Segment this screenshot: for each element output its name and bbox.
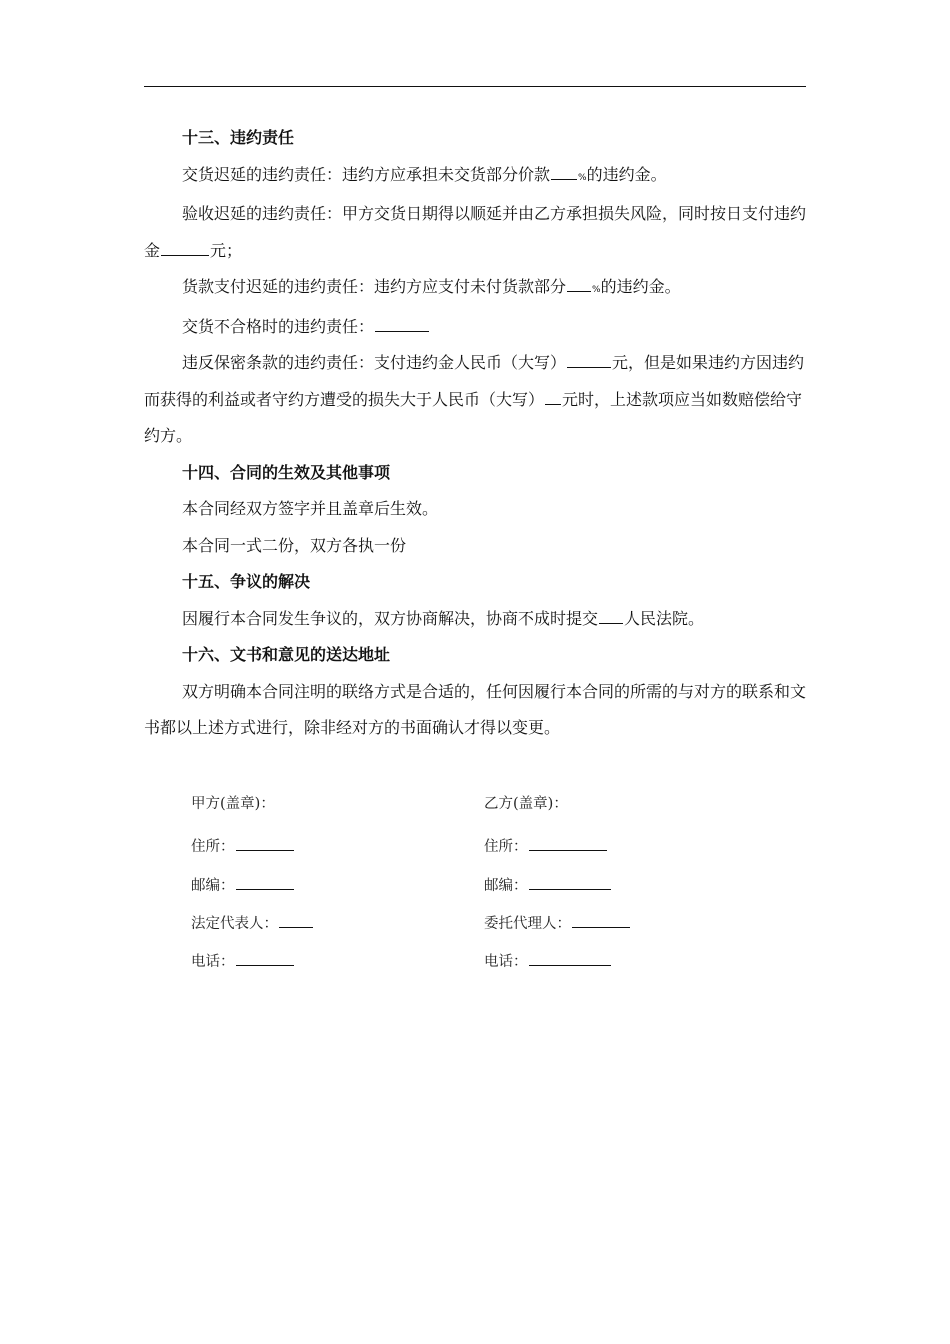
blank-field[interactable] xyxy=(567,291,591,292)
blank-field[interactable] xyxy=(236,965,294,966)
party-a-postcode: 邮编： xyxy=(191,874,295,895)
clause-confidentiality: 违反保密条款的违约责任：支付违约金人民币（大写） 元，但是如果违约方因违约而获得的利益或者守约方遭受的损失大于人民币（大写） 元时，上述款项应当如数赔偿给守约方。 xyxy=(144,353,805,445)
section-15-title: 十五、争议的解决 xyxy=(182,572,311,591)
clause-nonconforming: 交货不合格时的违约责任： xyxy=(144,309,806,346)
blank-field[interactable] xyxy=(572,927,630,928)
blank-field[interactable] xyxy=(567,367,611,368)
party-b-address: 住所： xyxy=(484,835,608,856)
blank-field[interactable] xyxy=(375,331,429,332)
party-b-seal: 乙方(盖章)： xyxy=(484,796,568,812)
clause-dispute: 因履行本合同发生争议的，双方协商解决，协商不成时提交 人民法院。 xyxy=(182,608,705,628)
party-b-agent: 委托代理人： xyxy=(484,912,631,933)
blank-field[interactable] xyxy=(529,850,607,851)
section-16-title: 十六、文书和意见的送达地址 xyxy=(182,645,391,664)
party-a-seal: 甲方(盖章)： xyxy=(191,796,275,812)
party-a-rep: 法定代表人： xyxy=(191,912,314,933)
contract-body xyxy=(144,120,806,747)
header-rule xyxy=(144,86,806,87)
blank-field[interactable] xyxy=(236,889,294,890)
blank-field[interactable] xyxy=(236,850,294,851)
blank-field[interactable] xyxy=(279,927,313,928)
party-b-phone: 电话： xyxy=(484,950,612,971)
clause-effective: 本合同经双方签字并且盖章后生效。 xyxy=(182,499,439,518)
blank-field[interactable] xyxy=(529,889,611,890)
blank-field[interactable] xyxy=(161,255,209,256)
clause-delivery-delay: 交货迟延的违约责任：违约方应承担未交货部分价款 %的违约金。 xyxy=(182,164,667,184)
blank-field[interactable] xyxy=(545,404,561,405)
clause-acceptance-delay: 验收迟延的违约责任：甲方交货日期得以顺延并由乙方承担损失风险，同时按日支付违约金 元； xyxy=(144,204,807,260)
party-a-phone: 电话： xyxy=(191,950,295,971)
blank-field[interactable] xyxy=(529,965,611,966)
blank-field[interactable] xyxy=(599,623,623,624)
clause-notice-address: 双方明确本合同注明的联络方式是合适的，任何因履行本合同的所需的与对方的联系和文书都以上述方式进行，除非经对方的书面确认才得以变更。 xyxy=(144,681,807,737)
clause-payment-delay: 货款支付迟延的违约责任：违约方应支付未付货款部分 %的违约金。 xyxy=(182,277,681,296)
section-13-title: 十三、违约责任 xyxy=(182,128,295,147)
party-b-postcode: 邮编： xyxy=(484,874,612,895)
section-14-title: 十四、合同的生效及其他事项 xyxy=(182,462,391,482)
blank-field[interactable] xyxy=(551,179,577,180)
party-a-address: 住所： xyxy=(191,835,295,856)
clause-copies: 本合同一式二份，双方各执一份 xyxy=(182,535,407,555)
